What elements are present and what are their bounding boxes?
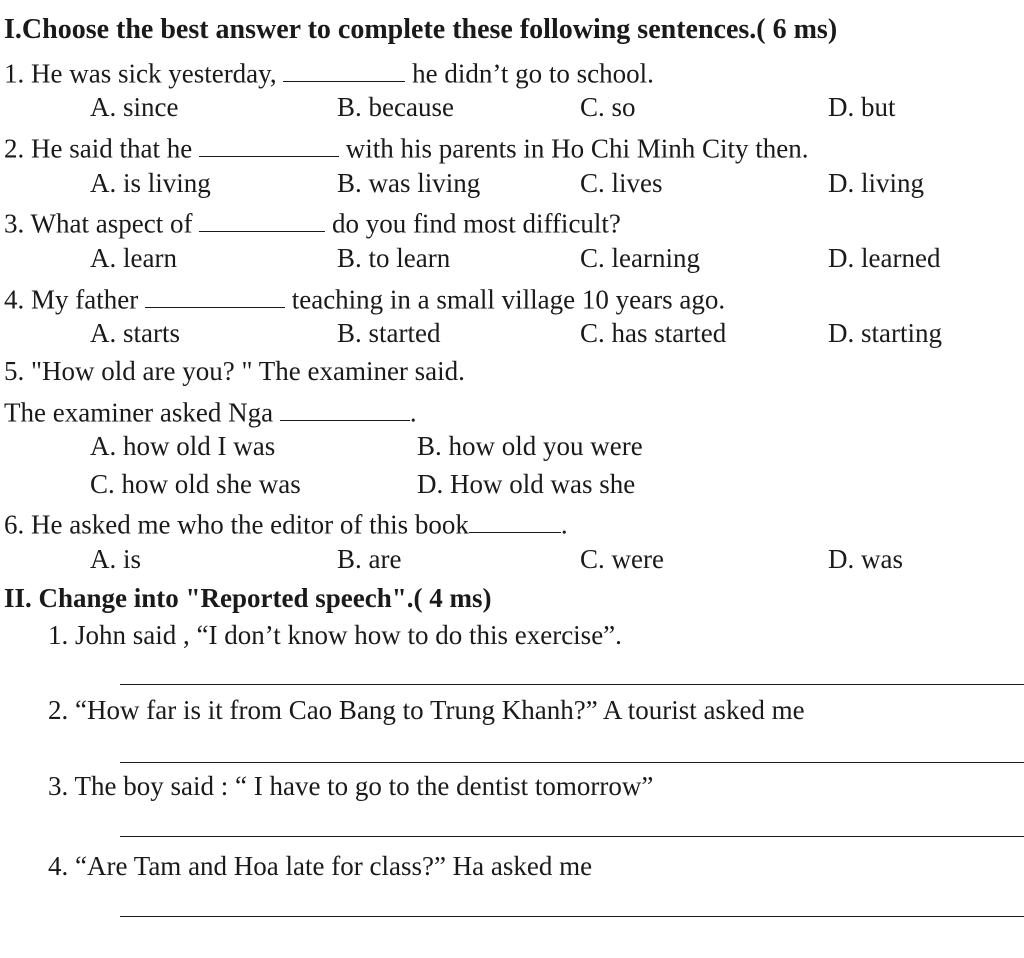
question-4-option-b[interactable]: B. started <box>337 318 441 348</box>
question-4-blank[interactable] <box>145 283 285 308</box>
question-5-text-before: The examiner asked Nga <box>4 397 280 428</box>
question-3-option-c[interactable]: C. learning <box>580 243 700 273</box>
question-3-text-after: do you find most difficult? <box>325 208 621 239</box>
question-5-prompt: 5. "How old are you? " The examiner said. <box>4 356 465 386</box>
question-4-option-d[interactable]: D. starting <box>828 318 942 348</box>
question-2-option-c[interactable]: C. lives <box>580 168 663 198</box>
question-6-blank[interactable] <box>469 508 561 533</box>
section2-title: II. Change into "Reported speech".( 4 ms) <box>4 583 492 613</box>
reported-item-3: 3. The boy said : “ I have to go to the dentist tomorrow” <box>48 771 654 801</box>
question-6-text-before: 6. He asked me who the editor of this book <box>4 509 469 540</box>
question-6-option-c[interactable]: C. were <box>580 544 664 574</box>
reported-answer-line-1[interactable] <box>120 684 1024 685</box>
question-1-option-b[interactable]: B. because <box>337 92 454 122</box>
reported-item-1: 1. John said , “I don’t know how to do this exercise”. <box>48 620 622 650</box>
question-1-blank[interactable] <box>283 57 405 82</box>
section1-title: I.Choose the best answer to complete these following sentences.( 6 ms) <box>4 14 838 45</box>
question-5-option-a[interactable]: A. how old I was <box>90 431 276 461</box>
reported-answer-line-3[interactable] <box>120 836 1024 837</box>
reported-answer-line-2[interactable] <box>120 762 1024 763</box>
question-2-text-after: with his parents in Ho Chi Minh City then. <box>338 133 809 164</box>
question-2 <box>4 132 808 162</box>
question-4-text-after: teaching in a small village 10 years ago. <box>284 284 726 315</box>
question-2-option-d[interactable]: D. living <box>828 168 925 198</box>
question-2-text-before: 2. He said that he <box>4 133 199 164</box>
question-6-option-d[interactable]: D. was <box>828 544 903 574</box>
question-4-text-before: 4. My father <box>4 284 145 315</box>
question-3-option-d[interactable]: D. learned <box>828 243 941 273</box>
question-3-blank[interactable] <box>199 207 325 232</box>
question-1 <box>4 57 654 87</box>
reported-item-2: 2. “How far is it from Cao Bang to Trung Khanh?” A tourist asked me <box>48 695 805 725</box>
question-3-option-b[interactable]: B. to learn <box>337 243 451 273</box>
question-1-text-after: he didn’t go to school. <box>405 58 654 89</box>
question-6-option-b[interactable]: B. are <box>337 544 402 574</box>
question-5-blank[interactable] <box>280 396 410 421</box>
question-1-option-a[interactable]: A. since <box>90 92 179 122</box>
reported-item-4: 4. “Are Tam and Hoa late for class?” Ha asked me <box>48 851 593 881</box>
question-5-text-after: . <box>409 397 417 428</box>
question-5-option-d[interactable]: D. How old was she <box>417 469 636 499</box>
question-4-option-a[interactable]: A. starts <box>90 318 180 348</box>
question-5 <box>4 396 417 426</box>
question-5-option-b[interactable]: B. how old you were <box>417 431 643 461</box>
question-3-option-a[interactable]: A. learn <box>90 243 177 273</box>
question-2-blank[interactable] <box>199 132 339 157</box>
question-2-option-b[interactable]: B. was living <box>337 168 481 198</box>
question-6-option-a[interactable]: A. is <box>90 544 142 574</box>
question-1-text-before: 1. He was sick yesterday, <box>4 58 284 89</box>
question-4 <box>4 283 725 313</box>
question-6-text-after: . <box>560 509 568 540</box>
question-5-option-c[interactable]: C. how old she was <box>90 469 301 499</box>
question-1-option-c[interactable]: C. so <box>580 92 636 122</box>
question-1-option-d[interactable]: D. but <box>828 92 896 122</box>
question-6 <box>4 508 568 538</box>
question-2-option-a[interactable]: A. is living <box>90 168 211 198</box>
question-3-text-before: 3. What aspect of <box>4 208 200 239</box>
question-3 <box>4 207 621 237</box>
reported-answer-line-4[interactable] <box>120 916 1024 917</box>
question-4-option-c[interactable]: C. has started <box>580 318 727 348</box>
